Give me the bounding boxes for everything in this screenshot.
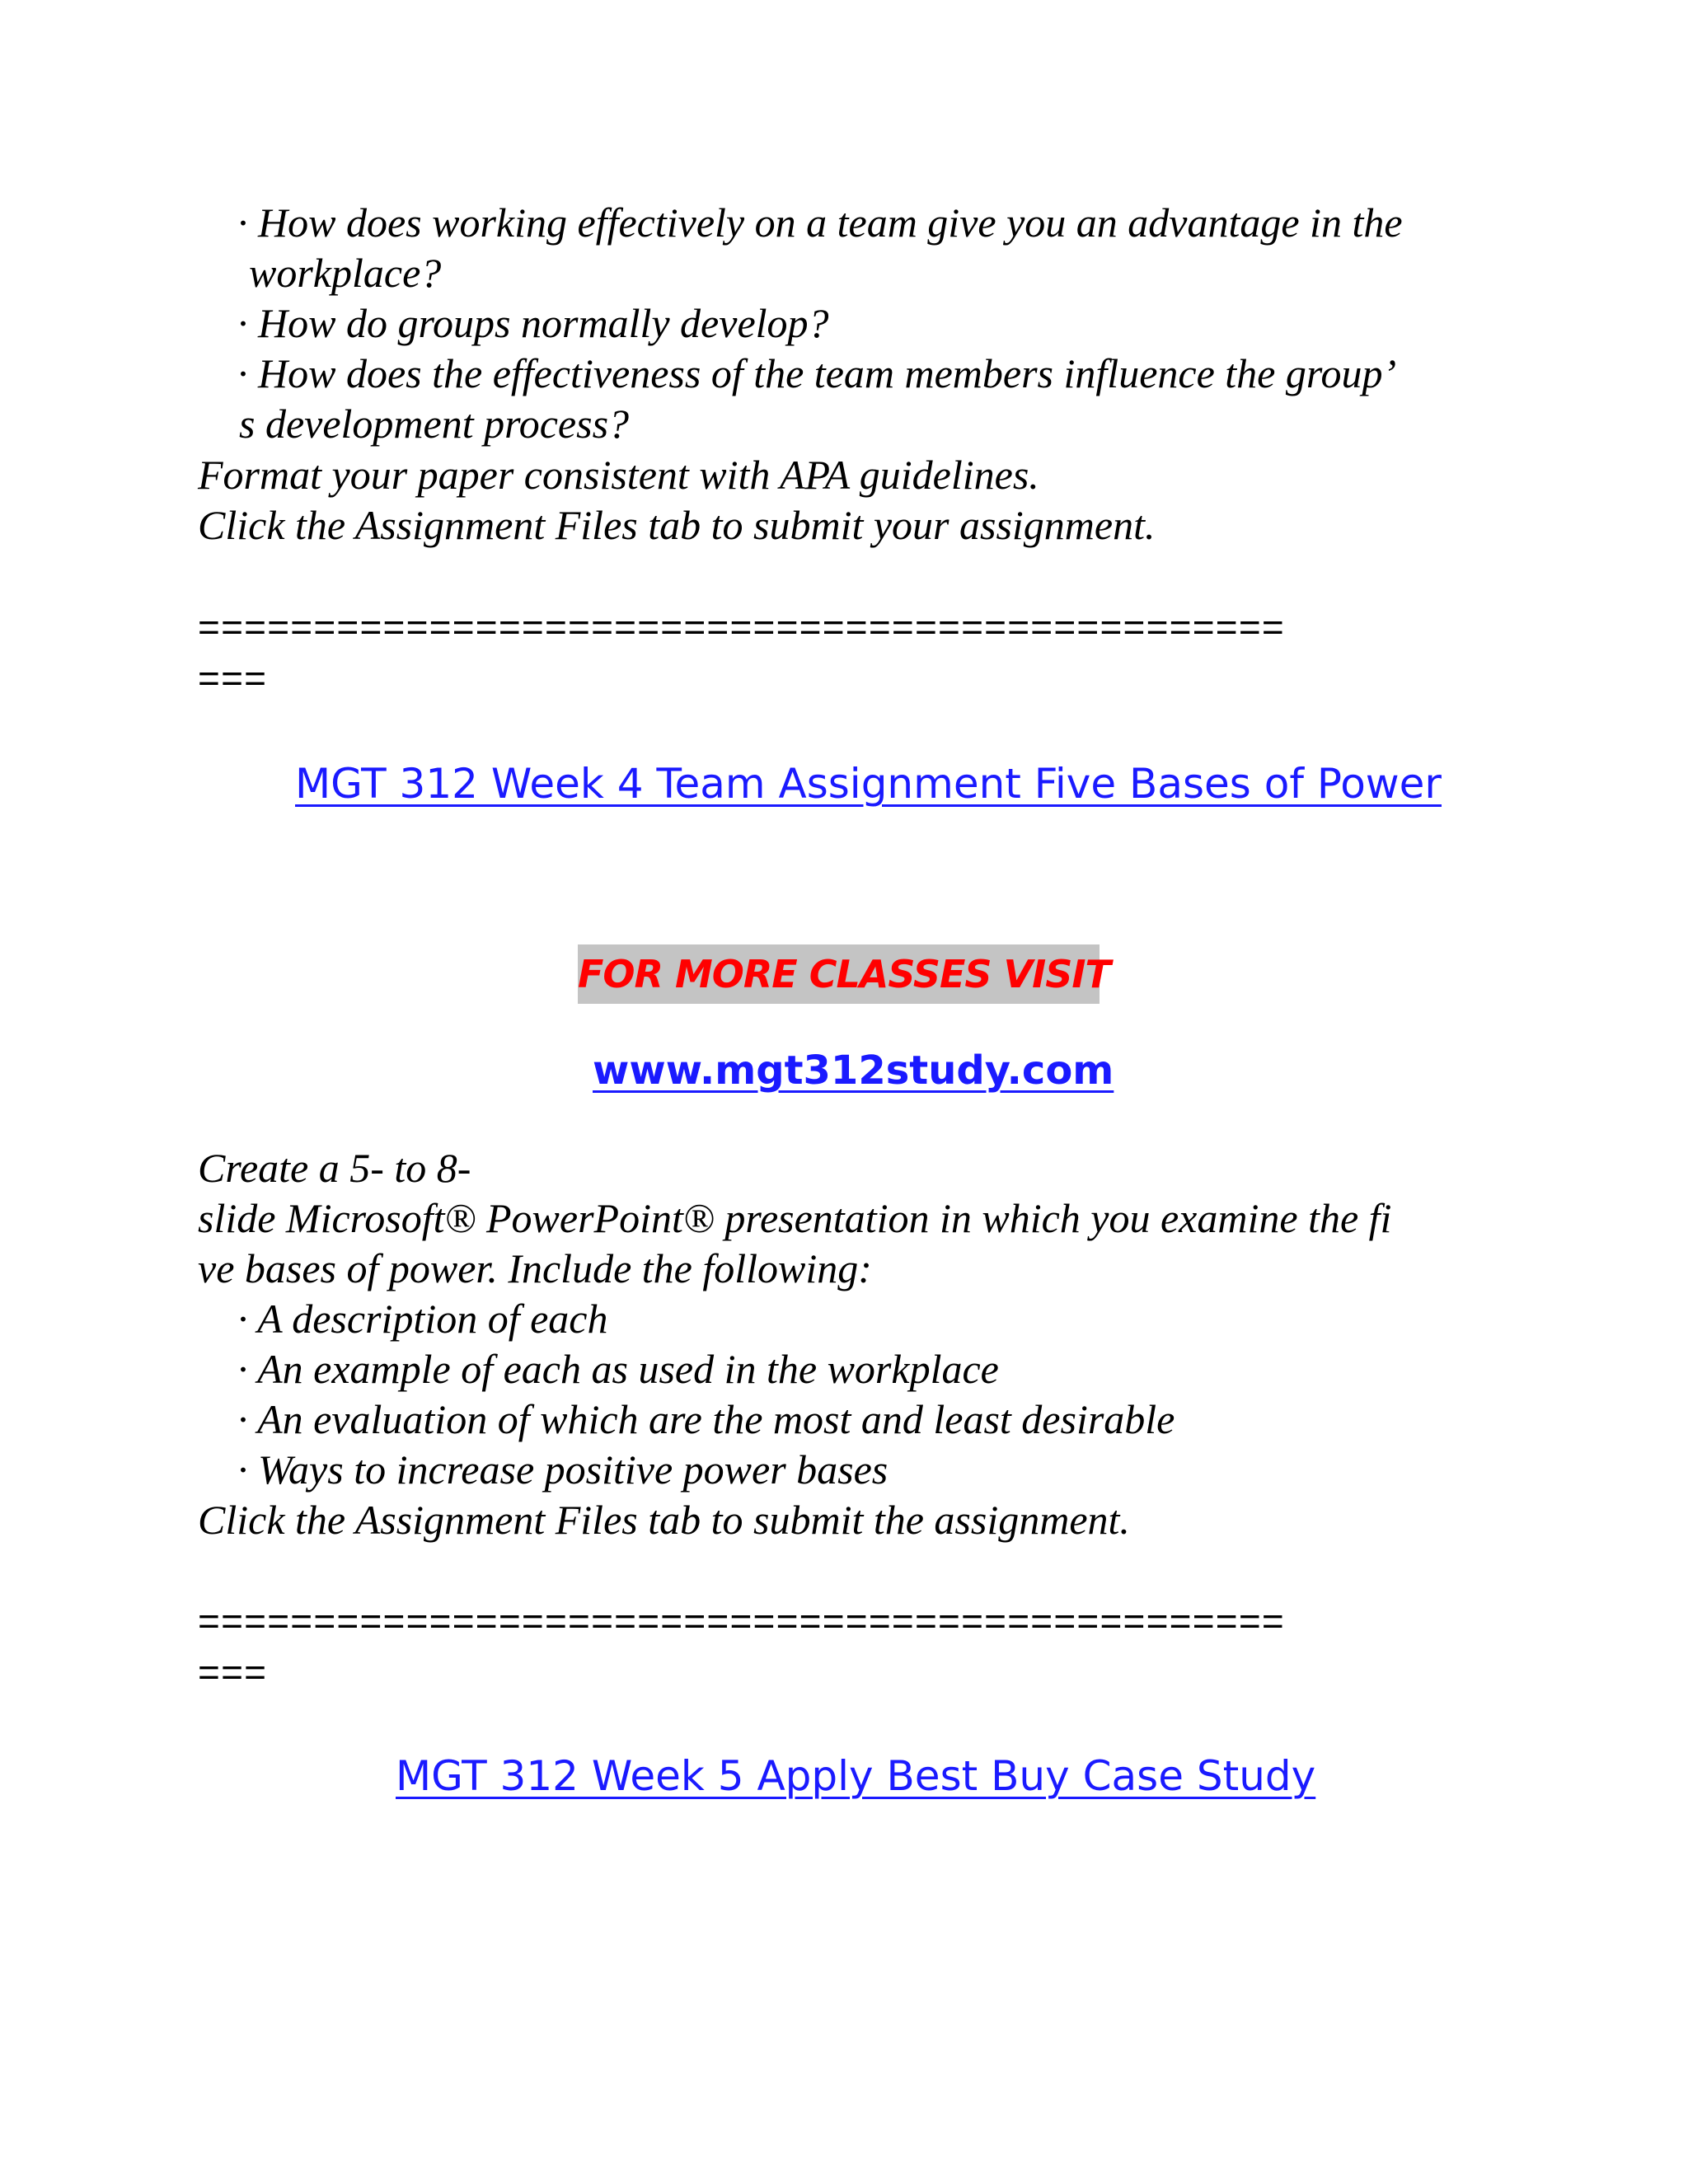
question-bullet-1: · How does working effectively on a team give you an advantage in the bbox=[237, 199, 1403, 246]
website-link[interactable]: www.mgt312study.com bbox=[593, 1047, 1114, 1094]
week4-assignment-link[interactable]: MGT 312 Week 4 Team Assignment Five Bases of Power bbox=[295, 760, 1442, 808]
requirement-bullet-2: · An example of each as used in the workplace bbox=[237, 1346, 999, 1392]
question-bullet-3: · How does the effectiveness of the team members influence the group’ bbox=[237, 350, 1397, 396]
question-bullet-3-continued: s development process? bbox=[239, 401, 630, 447]
separator-line-2-end: === bbox=[198, 1651, 268, 1694]
requirement-bullet-4: · Ways to increase positive power bases bbox=[237, 1446, 889, 1493]
assignment-intro-line-2: slide Microsoft® PowerPoint® presentation in which you examine the fi bbox=[198, 1195, 1392, 1241]
question-bullet-2: · How do groups normally develop? bbox=[237, 300, 829, 346]
week5-case-study-link[interactable]: MGT 312 Week 5 Apply Best Buy Case Study bbox=[396, 1752, 1316, 1800]
question-bullet-1-continued: workplace? bbox=[249, 250, 442, 296]
submit-instruction-2: Click the Assignment Files tab to submit the assignment. bbox=[198, 1497, 1130, 1543]
submit-instruction: Click the Assignment Files tab to submit your assignment. bbox=[198, 502, 1156, 548]
separator-line: =============================================== bbox=[198, 606, 1285, 649]
assignment-intro-line-3: ve bases of power. Include the following: bbox=[198, 1245, 872, 1291]
assignment-intro-line-1: Create a 5- to 8- bbox=[198, 1145, 471, 1191]
separator-line-end: === bbox=[198, 657, 268, 700]
format-instruction: Format your paper consistent with APA guidelines. bbox=[198, 452, 1039, 498]
requirement-bullet-1: · A description of each bbox=[237, 1296, 608, 1342]
requirement-bullet-3: · An evaluation of which are the most and least desirable bbox=[237, 1396, 1175, 1442]
promo-banner: FOR MORE CLASSES VISIT bbox=[578, 944, 1100, 1004]
separator-line-2: =============================================== bbox=[198, 1600, 1285, 1643]
